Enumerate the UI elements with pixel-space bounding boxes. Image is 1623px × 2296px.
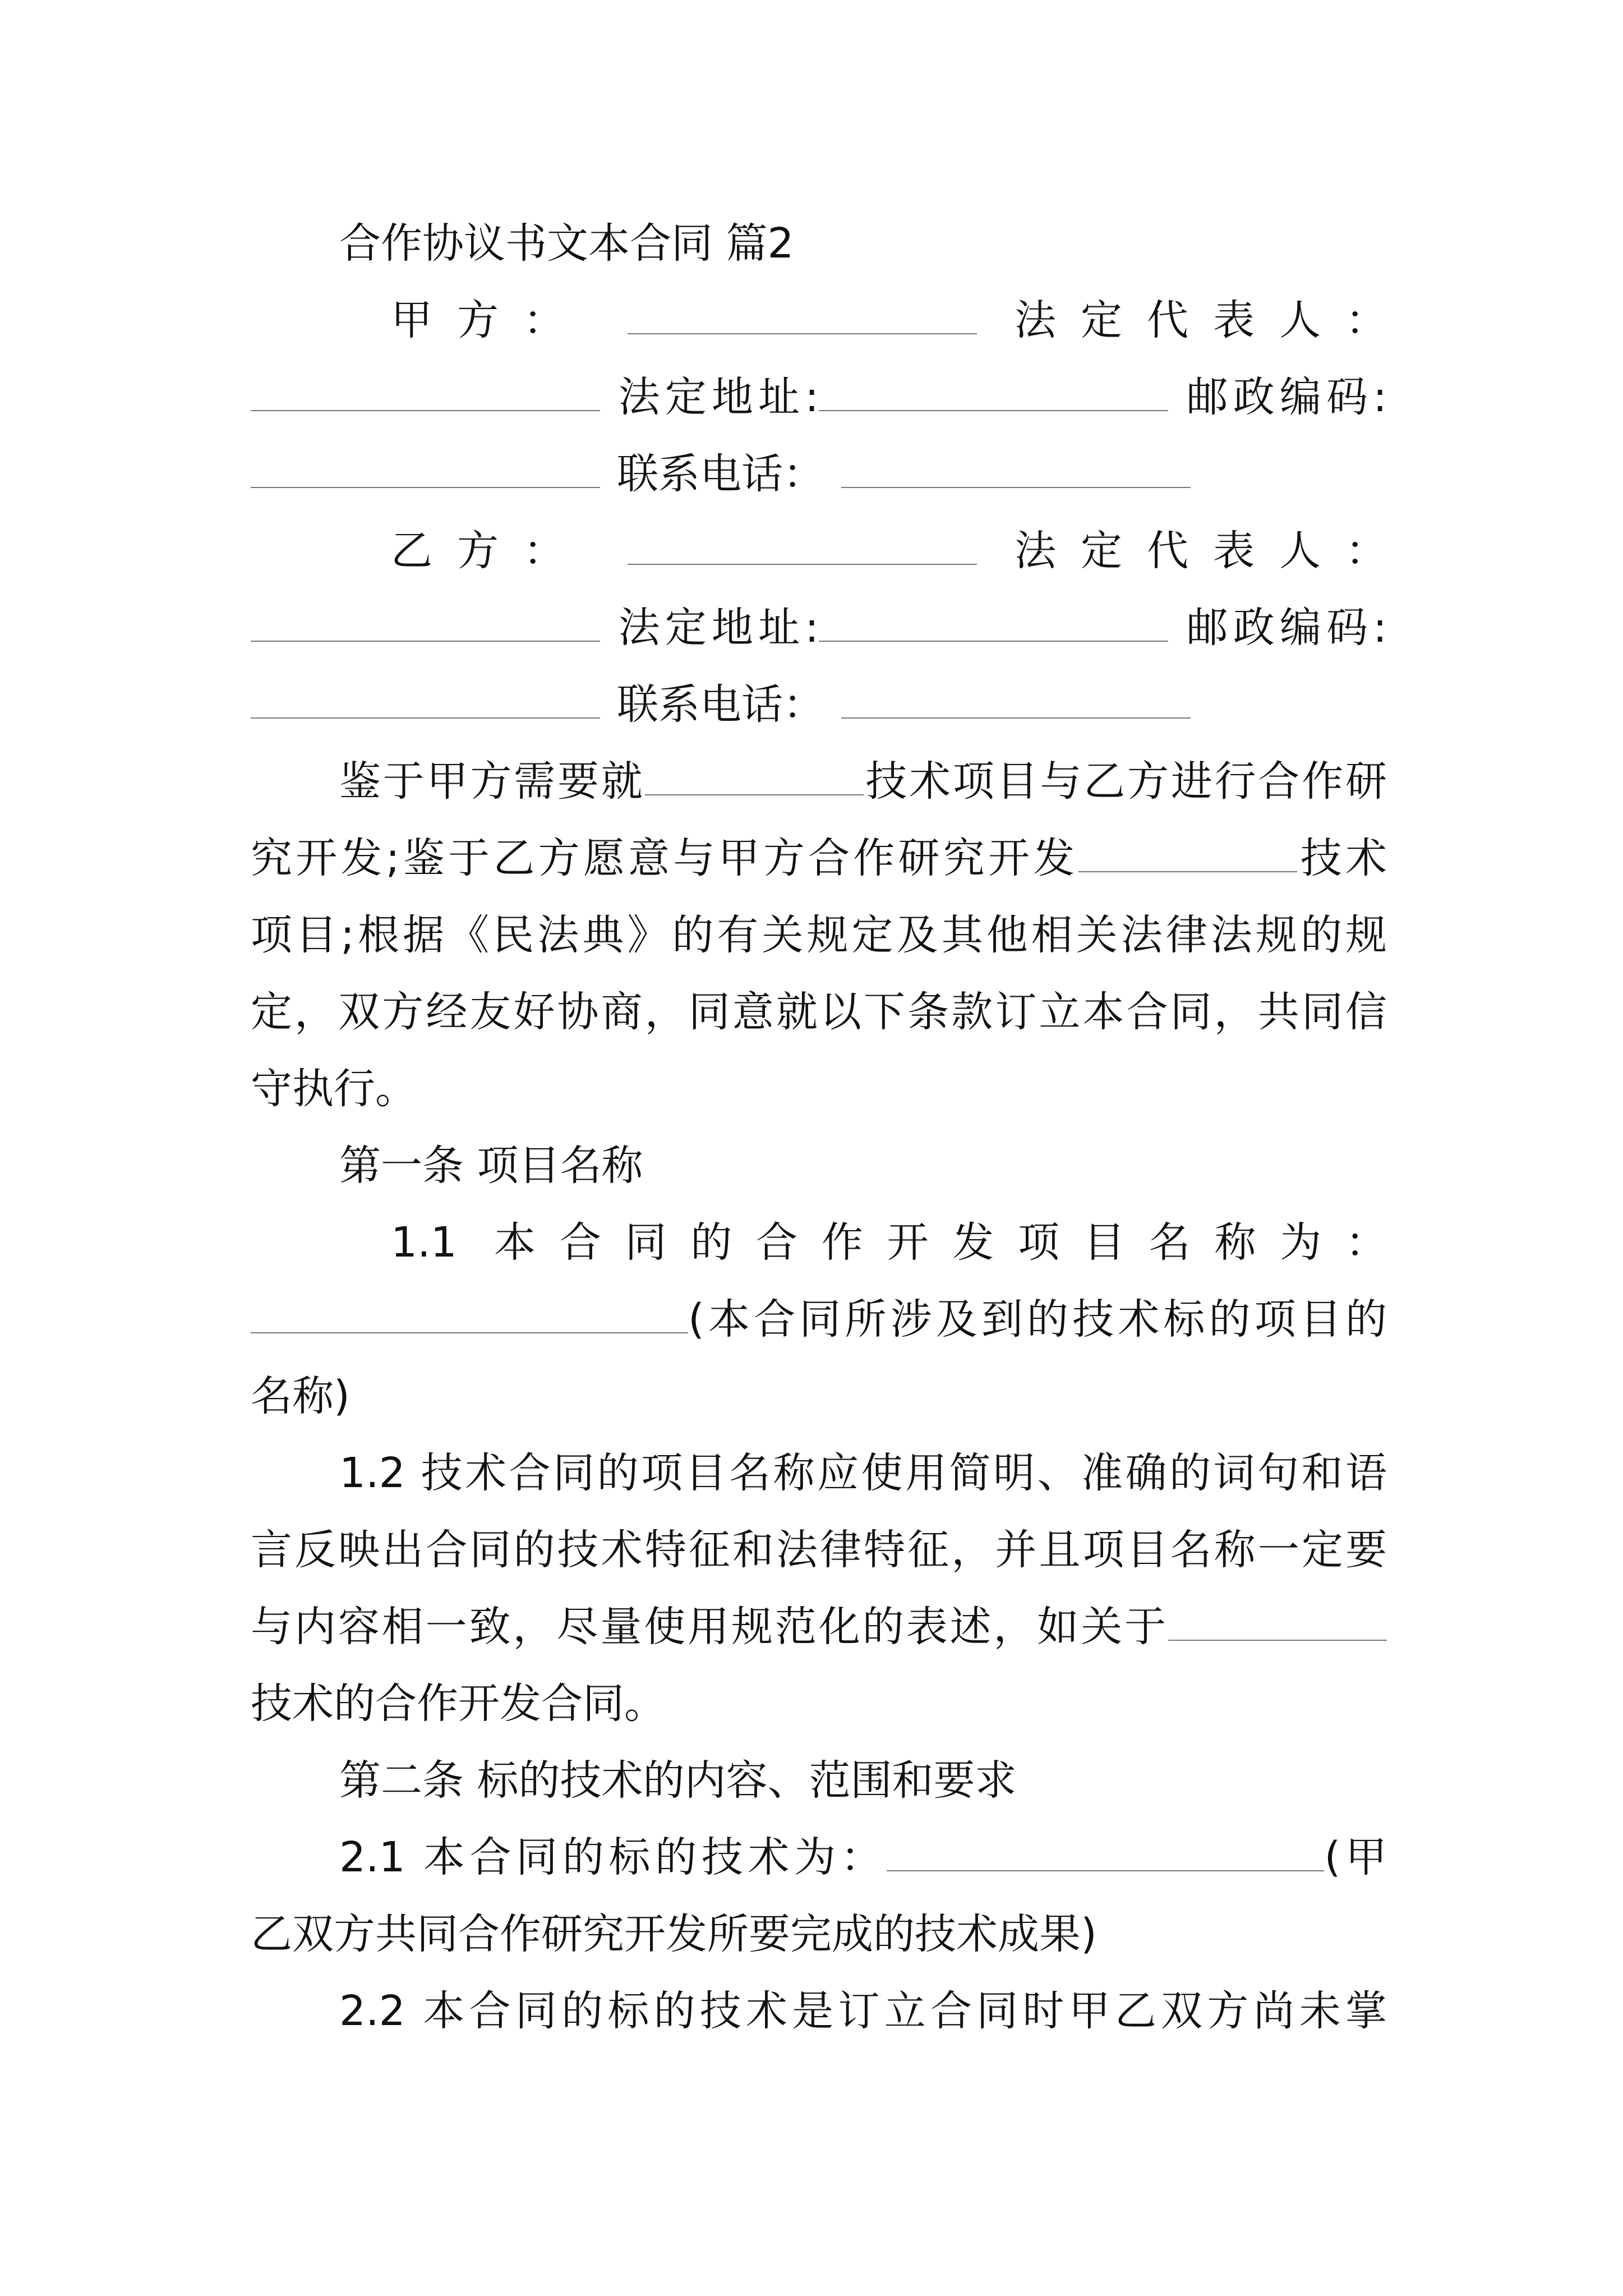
party-a-label: 甲方：: [391, 296, 589, 344]
clause-text: (甲: [1324, 1833, 1387, 1881]
technology-blank[interactable]: [1168, 1606, 1387, 1641]
project-blank[interactable]: [645, 761, 864, 795]
clause-2-1-line: [251, 1819, 1387, 1896]
preamble-text: 技术项目与乙方进行合作研: [863, 757, 1387, 806]
clause-text: 2.1 本合同的标的技术为：: [339, 1833, 887, 1881]
clause-text: (本合同所涉及到的技术标的项目的: [688, 1295, 1387, 1343]
preamble-text: 鉴于甲方需要就: [339, 757, 645, 806]
party-a-address-line: [251, 359, 1387, 436]
party-b-line: [251, 513, 1387, 590]
party-a-phone-blank[interactable]: [841, 453, 1191, 488]
party-b-address-blank[interactable]: [819, 607, 1168, 642]
clause-1-2-line: 1.2 技术合同的项目名称应使用简明、准确的词句和语: [339, 1449, 1387, 1497]
clause-text: 与内容相一致，尽量使用规范化的表述，如关于: [251, 1603, 1168, 1651]
party-a-postcode-blank[interactable]: [251, 453, 600, 488]
clause-1-1-line: 1.1 本合同的合作开发项目名称为：: [391, 1218, 1387, 1267]
article-1-heading: 第一条 项目名称: [339, 1142, 643, 1190]
preamble-line: 守执行。: [251, 1065, 417, 1113]
party-b-rep-blank[interactable]: [251, 607, 600, 642]
party-b-address-label: 法定地址:: [618, 604, 819, 652]
party-b-address-line: [251, 590, 1387, 666]
party-b-name-blank[interactable]: [628, 530, 977, 565]
party-b-phone-label: 联系电话：: [617, 680, 824, 729]
clause-2-2-line: 2.2 本合同的标的技术是订立合同时甲乙双方尚未掌: [339, 1987, 1387, 2035]
clause-1-2-line: 技术的合作开发合同。: [251, 1680, 666, 1728]
preamble-text: 究开发;鉴于乙方愿意与甲方合作研究开发: [251, 834, 1078, 882]
project-blank[interactable]: [1078, 838, 1297, 872]
preamble-line: [251, 820, 1387, 897]
party-a-phone-label: 联系电话：: [617, 450, 824, 498]
party-b-label: 乙方：: [391, 527, 589, 575]
target-technology-blank[interactable]: [887, 1837, 1324, 1871]
clause-2-1-line: 乙双方共同合作研究开发所要完成的技术成果): [251, 1910, 1097, 1958]
party-a-address-label: 法定地址:: [618, 373, 819, 421]
party-a-postcode-label: 邮政编码:: [1186, 373, 1387, 421]
project-name-blank[interactable]: [251, 1299, 688, 1333]
party-a-phone-line: [251, 436, 1387, 513]
party-a-address-blank[interactable]: [819, 376, 1168, 411]
party-a-rep-label: 法定代表人：: [1015, 296, 1387, 344]
party-b-phone-blank[interactable]: [841, 684, 1191, 719]
clause-1-2-line: [251, 1589, 1387, 1665]
clause-1-1-line: [251, 1281, 1387, 1358]
document-title: 合作协议书文本合同 篇2: [339, 219, 794, 268]
party-a-rep-blank[interactable]: [251, 376, 600, 411]
party-b-postcode-label: 邮政编码:: [1186, 604, 1387, 652]
party-b-postcode-blank[interactable]: [251, 684, 600, 719]
article-2-heading: 第二条 标的技术的内容、范围和要求: [339, 1756, 1017, 1805]
preamble-line: 定，双方经友好协商，同意就以下条款订立本合同，共同信: [251, 988, 1387, 1036]
preamble-line: [251, 743, 1387, 820]
preamble-text: 技术: [1297, 834, 1387, 882]
party-b-rep-label: 法定代表人：: [1015, 527, 1387, 575]
clause-1-1-line: 名称): [251, 1372, 350, 1420]
party-a-line: [251, 282, 1387, 359]
party-b-phone-line: [251, 666, 1387, 743]
document-page: [251, 205, 1387, 2050]
preamble-line: 项目;根据《民法典》的有关规定及其他相关法律法规的规: [251, 911, 1387, 959]
clause-1-2-line: 言反映出合同的技术特征和法律特征，并且项目名称一定要: [251, 1526, 1387, 1574]
party-a-name-blank[interactable]: [628, 300, 977, 334]
